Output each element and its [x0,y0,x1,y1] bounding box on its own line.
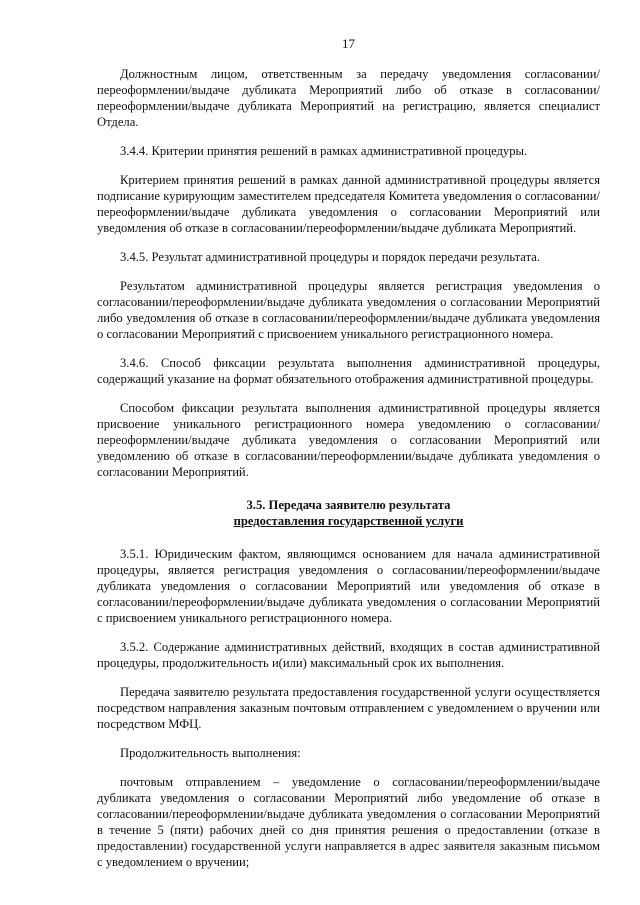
paragraph-3-5-1: 3.5.1. Юридическим фактом, являющимся основанием для начала административной процедуры, является регистрация уведомления о согласовании/переоформлении/выдаче дубликата уведомления о согласовании Мероприятий или уведомления об отказе в согласовании/переоформлении/выдаче дубликата уведомления о согласовании Мероприятий с присвоением уникального регистрационного номера. [97,547,600,625]
section-heading-line1: 3.5. Передача заявителю результата [246,498,451,512]
section-heading-3-5 [97,497,600,529]
paragraph-postal-delivery: почтовым отправлением – уведомление о согласовании/переоформлении/выдаче дубликата уведомления о согласовании Мероприятий либо уведомление об отказе в согласовании/переоформлении/выдаче дубликата уведомления о согласовании Мероприятий в течение 5 (пяти) рабочих дней со дня принятия решения о предоставлении (отказе в предоставлении) государственной услуги направляется в адрес заявителя заказным письмом с уведомлением о вручении; [97,775,600,869]
paragraph-3-5-2: 3.5.2. Содержание административных действий, входящих в состав административной процедуры, продолжительность и(или) максимальный срок их выполнения. [97,640,600,670]
paragraph-3-4-6: 3.4.6. Способ фиксации результата выполнения административной процедуры, содержащий указание на формат обязательного отображения административной процедуры. [97,356,600,386]
paragraph-3-4-4: 3.4.4. Критерии принятия решений в рамках административной процедуры. [120,144,528,158]
page-number: 17 [342,36,355,51]
paragraph-3-4-5: 3.4.5. Результат административной процедуры и порядок передачи результата. [120,250,540,264]
section-heading-line2: предоставления государственной услуги [233,514,464,528]
paragraph-decision-criterion: Критерием принятия решений в рамках данной административной процедуры является подписание курирующим заместителем председателя Комитета уведомления о согласовании/переоформлении/выдаче дубликата уведомления о согласовании Мероприятий или уведомления об отказе в согласовании/переоформлении/выдаче дубликата Мероприятий. [97,173,600,235]
paragraph-fixation-method: Способом фиксации результата выполнения административной процедуры является присвоение уникального регистрационного номера уведомлению о согласовании/переоформлении/выдаче дубликата уведомления о согласовании Мероприятий или уведомлению об отказе в согласовании/переоформлении/выдаче дубликата уведомления о согласовании Мероприятий. [97,401,600,479]
paragraph-responsible-official: Должностным лицом, ответственным за передачу уведомления согласовании/переоформлении/выдаче дубликата Мероприятий либо об отказе в согласовании/переоформлении/выдаче дубликата Мероприятий на регистрацию, является специалист Отдела. [97,67,600,129]
paragraph-procedure-result: Результатом административной процедуры является регистрация уведомления о согласовании/переоформлении/выдаче дубликата уведомления о согласовании Мероприятий либо уведомления об отказе в согласовании/переоформлении/выдаче дубликата уведомления о согласовании Мероприятий с присвоением уникального регистрационного номера. [97,279,600,341]
paragraph-result-delivery: Передача заявителю результата предоставления государственной услуги осуществляется посредством направления заказным почтовым отправлением с уведомлением о вручении или посредством МФЦ. [97,685,600,731]
document-body [97,66,600,870]
paragraph-duration-label: Продолжительность выполнения: [120,746,301,760]
